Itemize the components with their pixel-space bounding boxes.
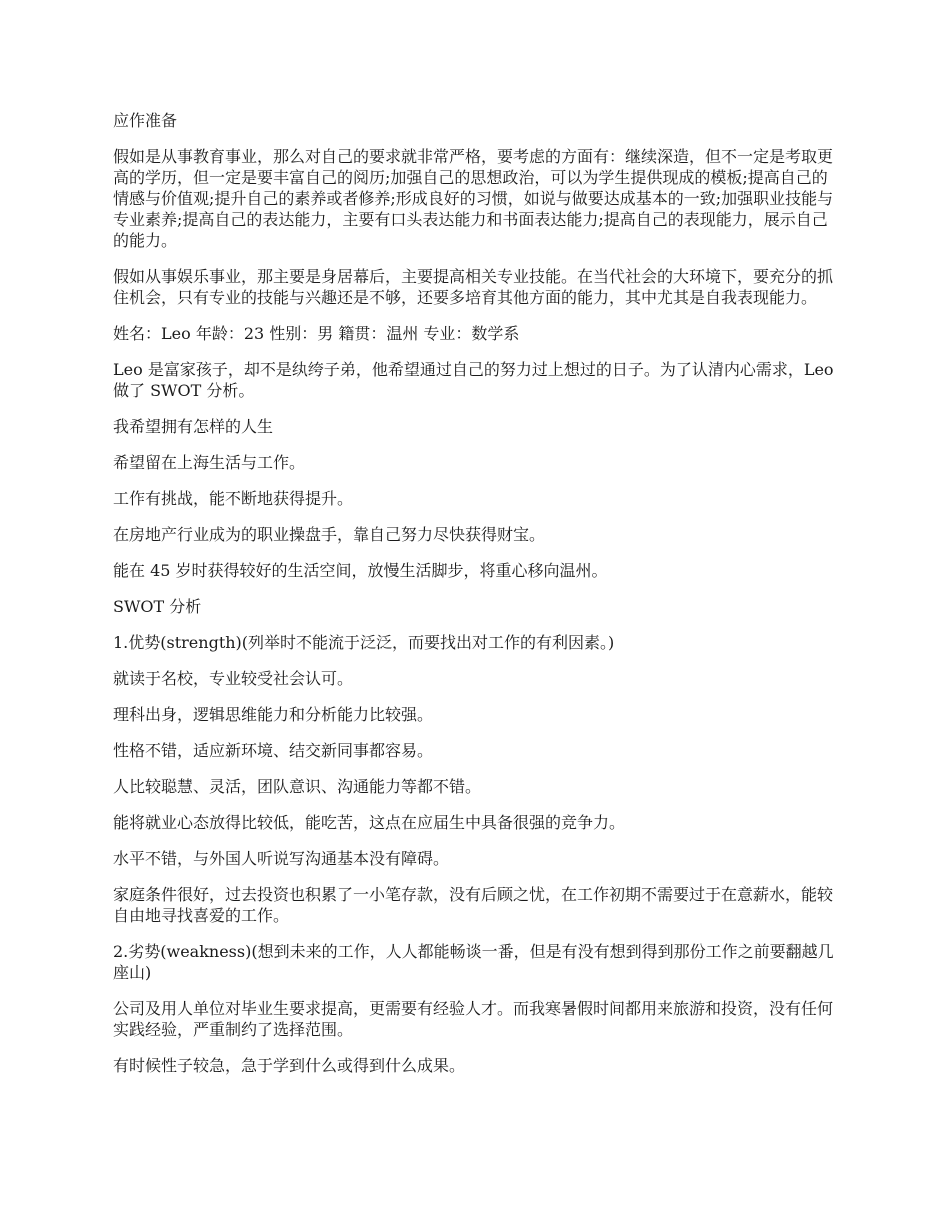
paragraph: 假如从事娱乐事业，那主要是身居幕后，主要提高相关专业技能。在当代社会的大环境下，要充分的抓住机会，只有专业的技能与兴趣还是不够，还要多培育其他方面的能力，其中尤其是自我表现能力。 bbox=[113, 267, 834, 307]
list-item: 有时候性子较急，急于学到什么或得到什么成果。 bbox=[113, 1056, 466, 1075]
paragraph: 假如是从事教育事业，那么对自己的要求就非常严格，要考虑的方面有：继续深造，但不一定是考取更高的学历，但一定是要丰富自己的阅历;加强自己的思想政治，可以为学生提供现成的模板;提高自己的情感与价值观;提升自己的素养或者修养;形成良好的习惯，如说与做要达成基本的一致;加强职业技能与专业素养;提高自己的表达能力，主要有口头表达能力和书面表达能力;提高自己的表现能力，展示自己的能力。 bbox=[113, 147, 834, 250]
section-heading: SWOT 分析 bbox=[113, 597, 202, 616]
list-item: 就读于名校，专业较受社会认可。 bbox=[113, 669, 354, 688]
profile-line: 姓名：Leo 年龄：23 性别：男 籍贯：温州 专业：数学系 bbox=[113, 324, 520, 343]
list-item: 希望留在上海生活与工作。 bbox=[113, 453, 306, 472]
document-page bbox=[113, 110, 841, 1091]
list-item: 公司及用人单位对毕业生要求提高，更需要有经验人才。而我寒暑假时间都用来旅游和投资，没有任何实践经验，严重制约了选择范围。 bbox=[113, 999, 834, 1039]
list-item: 能在 45 岁时获得较好的生活空间，放慢生活脚步，将重心移向温州。 bbox=[113, 561, 608, 580]
section-heading: 应作准备 bbox=[113, 111, 178, 130]
list-item: 水平不错，与外国人听说写沟通基本没有障碍。 bbox=[113, 849, 450, 868]
list-item: 理科出身，逻辑思维能力和分析能力比较强。 bbox=[113, 705, 434, 724]
paragraph: Leo 是富家孩子，却不是纨绔子弟，他希望通过自己的努力过上想过的日子。为了认清内心需求，Leo 做了 SWOT 分析。 bbox=[113, 360, 834, 400]
subsection-heading: 1.优势(strength)(列举时不能流于泛泛，而要找出对工作的有利因素。) bbox=[113, 633, 615, 652]
list-item: 家庭条件很好，过去投资也积累了一小笔存款，没有后顾之忧，在工作初期不需要过于在意薪水，能较自由地寻找喜爱的工作。 bbox=[113, 885, 834, 925]
list-item: 人比较聪慧、灵活，团队意识、沟通能力等都不错。 bbox=[113, 777, 482, 796]
section-heading: 我希望拥有怎样的人生 bbox=[113, 417, 274, 436]
list-item: 工作有挑战，能不断地获得提升。 bbox=[113, 489, 354, 508]
subsection-heading: 2.劣势(weakness)(想到未来的工作，人人都能畅谈一番，但是有没有想到得到那份工作之前要翻越几座山) bbox=[113, 942, 834, 982]
list-item: 能将就业心态放得比较低，能吃苦，这点在应届生中具备很强的竞争力。 bbox=[113, 813, 626, 832]
list-item: 在房地产行业成为的职业操盘手，靠自己努力尽快获得财宝。 bbox=[113, 525, 546, 544]
list-item: 性格不错，适应新环境、结交新同事都容易。 bbox=[113, 741, 434, 760]
